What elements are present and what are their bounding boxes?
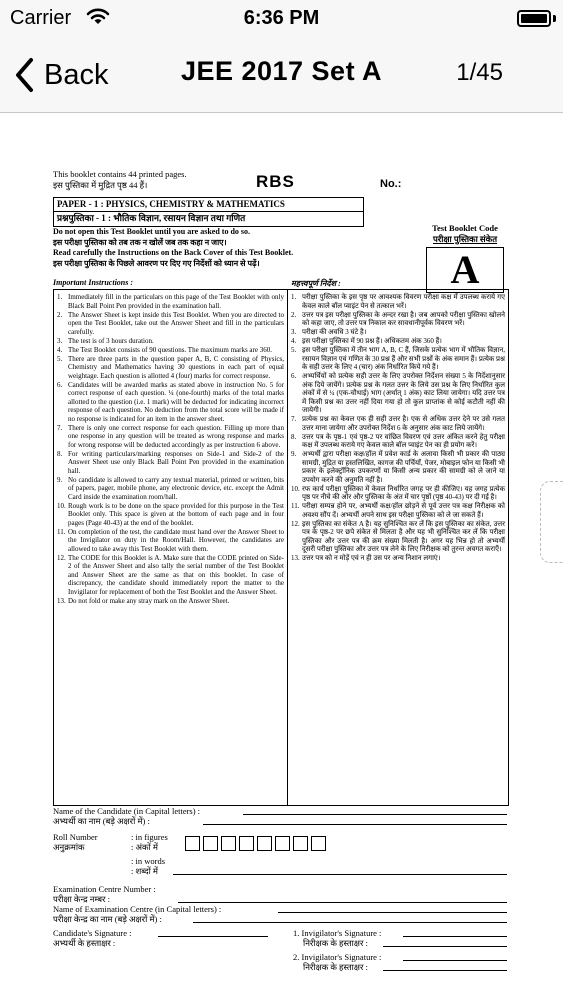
instruction-number: 6. [57,380,63,389]
instruction-item [57,502,284,528]
instruction-number: 11. [291,502,300,510]
instructions-heading-hi: महत्त्वपूर्ण निर्देश : [291,279,341,288]
digit-box [293,836,308,851]
instruction-number: 2. [57,310,63,319]
instruction-text: The test is of 3 hours duration. [68,336,154,345]
status-bar [0,0,563,38]
instruction-number: 2. [291,310,297,319]
invigilator2-signature-line [403,960,507,961]
in-words-line [173,874,507,875]
pdf-viewer[interactable] [0,113,563,1000]
instruction-item [57,424,284,450]
centre-number-line [178,902,507,903]
instruction-item [291,415,505,432]
invigilator2-signature-label-hi: निरीक्षक के हस्ताक्षर : [303,962,368,972]
instruction-item [291,520,505,554]
instruction-text: For writing particulars/marking responses on Side-1 and Side-2 of the Answer Sheet use only Black Ball Point Pen provided in the examination hall. [68,449,284,475]
instruction-item [291,485,505,502]
candidate-name-line-2 [203,824,507,825]
instruction-item [291,502,505,519]
paper-title-en: PAPER - 1 : PHYSICS, CHEMISTRY & MATHEMATICS [57,199,285,209]
roll-number-digit-boxes [185,836,329,851]
instruction-text: अभ्यर्थी द्वारा परीक्षा कक्ष/हॉल में प्रवेश कार्ड के अलावा किसी भी प्रकार की पाठ्य सामग्री, मुद्रित या हस्तलिखित, कागज की पर्चियाँ, पेजर, मोबाइल फोन या किसी भी प्रकार के इलेक्ट्रॉनिक उपकरणों या किसी अन्य प्रकार की सामग्री को ले जाने या उपयोग करने की अनुमति नहीं है। [302,450,505,484]
note1-en: Do not open this Test Booklet until you are asked to do so. [53,227,250,236]
booklet-info [53,169,187,191]
instruction-number: 12. [57,553,66,562]
digit-box [257,836,272,851]
note2-hi: इस परीक्षा पुस्तिका के पिछले आवरण पर दिए गए निर्देशों को ध्यान से पढ़ें। [53,258,260,268]
in-figures-label-hi: : अंकों में [131,842,158,852]
page-title: JEE 2017 Set A [180,56,383,86]
instruction-text: इस परीक्षा पुस्तिका में 90 प्रश्न हैं। अधिकतम अंक 360 हैं। [302,337,442,345]
instruction-item [291,372,505,415]
carrier-label: Carrier [10,7,72,29]
instruction-text: परीक्षा की अवधि 3 घंटे है। [302,328,367,336]
instruction-item [291,554,505,563]
instructions-hindi [288,290,508,805]
instruction-number: 4. [291,337,297,345]
instruction-item [57,311,284,337]
notes [53,227,293,269]
instruction-text: The Test Booklet consists of 90 questions. The maximum marks are 360. [68,345,272,354]
invigilator1-signature-label-hi: निरीक्षक के हस्ताक्षर : [303,938,368,948]
code-letter: A [426,247,504,293]
instruction-number: 8. [57,449,63,458]
instruction-item [57,355,284,381]
in-figures-label-en: : in figures [131,832,168,842]
instruction-item [291,346,505,372]
instruction-item [291,433,505,450]
instructions-heading [53,278,507,287]
booklet-pages-en: This booklet contains 44 printed pages. [53,169,187,179]
candidate-signature-label-en: Candidate's Signature : [53,928,132,938]
digit-box [311,836,326,851]
code-label-en: Test Booklet Code [432,223,498,233]
instruction-text: Rough work is to be done on the space provided for this purpose in the Test Booklet only. This space is given at the bottom of each page and in four pages (Page 40-43) at the end of the booklet. [68,501,284,527]
candidate-name-line [243,814,507,815]
instruction-text: Do not fold or make any stray mark on the Answer Sheet. [68,596,230,605]
note1-hi: इस परीक्षा पुस्तिका को तब तक न खोलें जब तक कहा न जाए। [53,237,227,247]
instruction-number: 10. [291,484,300,493]
instruction-item [57,293,284,310]
page-indicator: 1/45 [456,59,503,86]
instruction-number: 9. [291,450,297,458]
instruction-text: इस परीक्षा पुस्तिका में तीन भाग A, B, C हैं, जिसके प्रत्येक भाग में भौतिक विज्ञान, रसायन विज्ञान एवं गणित के 30 प्रश्न हैं और सभी प्रश्नों के अंक समान हैं। प्रत्येक प्रश्न के सही उत्तर के लिए 4 (चार) अंक निर्धारित किये गये हैं। [302,346,505,371]
instruction-number: 9. [57,475,63,484]
centre-name-line-2 [193,922,507,923]
centre-name-line [278,912,507,913]
instruction-text: On completion of the test, the candidate must hand over the Answer Sheet to the Invigilator on duty in the Room/Hall. However, the candidates are allowed to take away this Test Booklet with them. [68,527,284,553]
instruction-item [57,346,284,355]
centre-name-label-hi: परीक्षा केन्द्र का नाम (बड़े अक्षरों में) : [53,914,162,924]
instruction-item [291,328,505,337]
instruction-item [57,597,284,606]
centre-name-label-en: Name of Examination Centre (in Capital letters) : [53,904,222,914]
candidate-name-label-hi: अभ्यर्थी का नाम (बड़े अक्षरों में) : [53,816,150,826]
roll-number-label-hi: अनुक्रमांक [53,842,85,852]
instruction-text: परीक्षा पुस्तिका के इस पृष्ठ पर आवश्यक विवरण परीक्षा कक्ष में उपलब्ध कराये गए केवल काले बॉल प्वाइंट पेन से तत्काल भरें। [302,293,505,310]
digit-box [203,836,218,851]
clock: 6:36 PM [243,7,320,29]
instruction-number: 13. [57,596,66,605]
instruction-item [291,450,505,484]
instruction-text: Immediately fill in the particulars on this page of the Test Booklet with only Black Ball Point Pen provided in the examination hall. [68,293,284,310]
instruction-text: The Answer Sheet is kept inside this Test Booklet. When you are directed to open the Test Booklet, take out the Answer Sheet and fill in the particulars carefully. [68,310,284,336]
battery-level [521,14,547,23]
instruction-number: 7. [291,415,297,423]
invigilator2-signature-line-2 [383,970,507,971]
instruction-text: अभ्यर्थियों को प्रत्येक सही उत्तर के लिए उपरोक्त निर्देशन संख्या 5 के निर्देशानुसार अंक दिये जायेंगे। प्रत्येक प्रश्न के गलत उत्तर के लिये उस प्रश्न के लिए निर्धारित कुल अंकों में से ¼ (एक-चौथाई) भाग (अर्थात् 1 अंक) काट लिया जायेगा। यदि उत्तर पत्र में किसी प्रश्न का उत्तर नहीं दिया गया हो तो कुल प्राप्तांक से कोई कटौती नहीं की जायेगी। [302,372,505,414]
instruction-text: No candidate is allowed to carry any textual material, printed or written, bits of papers, pager, mobile phone, any electronic device, etc. except the Admit Card inside the examination room/hall. [68,475,284,501]
instruction-item [57,554,284,597]
instruction-text: उत्तर पत्र को न मोड़ें एवं न ही उस पर अन्य निशान लगाएं। [302,554,441,562]
instruction-number: 1. [57,293,63,301]
centre-number-label-en: Examination Centre Number : [53,884,156,894]
paper-code-name: RBS [256,172,295,191]
instructions-box [53,289,509,806]
paper-title-box [53,197,364,227]
instruction-text: प्रत्येक प्रश्न का केवल एक ही सही उत्तर है। एक से अधिक उत्तर देने पर उसे गलत उत्तर माना जायेगा और उपरोक्त निर्देश 6 के अनुसार अंक काट लिये जायेंगे। [302,415,505,432]
instruction-text: रफ कार्य परीक्षा पुस्तिका में केवल निर्धारित जगह पर ही कीजिए। यह जगह प्रत्येक पृष्ठ पर नीचे की ओर और पुस्तिका के अंत में चार पृष्ठों (पृष्ठ 40-43) पर दी गई है। [302,484,505,501]
instruction-number: 1. [291,293,297,301]
document-page [48,169,510,989]
instruction-text: उत्तर पत्र के पृष्ठ-1 एवं पृष्ठ-2 पर वांछित विवरण एवं उत्तर अंकित करने हेतु परीक्षा कक्ष में उपलब्ध कराये गए केवल काले बॉल प्वाइंट पेन का ही प्रयोग करें। [302,432,505,449]
back-button[interactable] [14,54,108,96]
instruction-text: उत्तर पत्र इस परीक्षा पुस्तिका के अन्दर रखा है। जब आपको परीक्षा पुस्तिका खोलने को कहा जाए, तो उत्तर पत्र निकाल कर सावधानीपूर्वक विवरण भरें। [302,310,505,327]
instruction-item [291,311,505,328]
navigation-bar [0,38,563,113]
paper-title-hi: प्रश्नपुस्तिका - 1 : भौतिक विज्ञान, रसायन विज्ञान तथा गणित [54,211,363,225]
in-words-label-en: : in words [131,856,165,866]
page-edge-handle[interactable] [540,481,563,563]
instruction-number: 10. [57,501,66,510]
instruction-text: परीक्षा सम्पन्न होने पर, अभ्यर्थी कक्ष/हॉल छोड़ने से पूर्व उत्तर पत्र कक्ष निरीक्षक को अवश्य सौंप दें। अभ्यर्थी अपने साथ इस परीक्षा पुस्तिका को ले जा सकते हैं। [302,502,505,519]
in-words-label-hi: : शब्दों में [131,866,159,876]
invigilator1-signature-line-2 [383,946,507,947]
digit-box [185,836,200,851]
digit-box [221,836,236,851]
instruction-number: 5. [57,354,63,363]
instruction-number: 3. [57,336,63,345]
instructions-heading-en: Important Instructions : [53,278,134,287]
instruction-number: 8. [291,432,297,441]
battery-tip [553,15,556,22]
roll-number-label-en: Roll Number [53,832,98,842]
instruction-item [57,337,284,346]
instruction-number: 5. [291,346,297,354]
invigilator1-signature-label-en: 1. Invigilator's Signature : [293,928,382,938]
serial-number-label: No.: [380,178,402,190]
instruction-text: There is only one correct response for each question. Filling up more than one response in any question will be treated as wrong response and marks for wrong response will be deducted accordingly as per instruction 6 above. [68,423,284,449]
candidate-signature-line [158,936,268,937]
invigilator1-signature-line [403,936,507,937]
instruction-number: 7. [57,423,63,432]
instruction-item [57,381,284,424]
instruction-number: 6. [291,372,297,380]
instruction-item [57,528,284,554]
battery-icon [517,10,551,27]
candidate-signature-label-hi: अभ्यर्थी के हस्ताक्षर : [53,938,116,948]
instruction-item [291,293,505,310]
instruction-number: 12. [291,519,300,528]
code-label-hi: परीक्षा पुस्तिका संकेत [432,234,498,244]
candidate-name-label-en: Name of the Candidate (in Capital letters) : [53,806,201,816]
instruction-item [57,450,284,476]
instruction-number: 13. [291,554,300,562]
instruction-number: 4. [57,345,63,354]
instruction-text: Candidates will be awarded marks as stated above in instruction No. 5 for correct response of each question. ¼ (one-fourth) marks of the total marks allotted to the question (i.e. 1 mark) will be deducted for indicating incorrect response of each question. No deduction from the total score will be made if no response is indicated for an item in the answer sheet. [68,380,284,423]
back-label: Back [44,58,109,91]
instructions-english [54,290,288,805]
instruction-item [57,476,284,502]
digit-box [275,836,290,851]
instruction-text: There are three parts in the question paper A, B, C consisting of Physics, Chemistry and Mathematics having 30 questions in each part of equal weightage. Each question is allotted 4 (four) marks for correct response. [68,354,284,380]
instruction-item [291,337,505,346]
note2-en: Read carefully the Instructions on the Back Cover of this Test Booklet. [53,248,294,257]
centre-number-label-hi: परीक्षा केन्द्र नम्बर : [53,894,111,904]
instruction-number: 11. [57,527,66,536]
digit-box [239,836,254,851]
invigilator2-signature-label-en: 2. Invigilator's Signature : [293,952,382,962]
booklet-pages-hi: इस पुस्तिका में मुद्रित पृष्ठ 44 हैं। [53,180,148,190]
chevron-left-icon [14,57,34,93]
instruction-text: इस पुस्तिका का संकेत A है। यह सुनिश्चित कर लें कि इस पुस्तिका का संकेत, उत्तर पत्र के पृष्ठ-2 पर छपे संकेत से मिलता है और यह भी सुनिश्चित कर लें कि परीक्षा पुस्तिका और उत्तर पत्र की क्रम संख्या मिलती है। अगर यह भिन्न हो तो अभ्यर्थी दूसरी परीक्षा पुस्तिका और उत्तर पत्र लेने के लिए निरीक्षक को तुरन्त अवगत कराएँ। [302,519,505,553]
instruction-number: 3. [291,328,297,336]
instruction-text: The CODE for this Booklet is A. Make sure that the CODE printed on Side-2 of the Answer Sheet and also tally the serial number of the Test Booklet and Answer Sheet are the same as that on this booklet. In case of discrepancy, the candidate should immediately report the matter to the Invigilator for replacement of both the Test Booklet and the Answer Sheet. [68,553,284,596]
